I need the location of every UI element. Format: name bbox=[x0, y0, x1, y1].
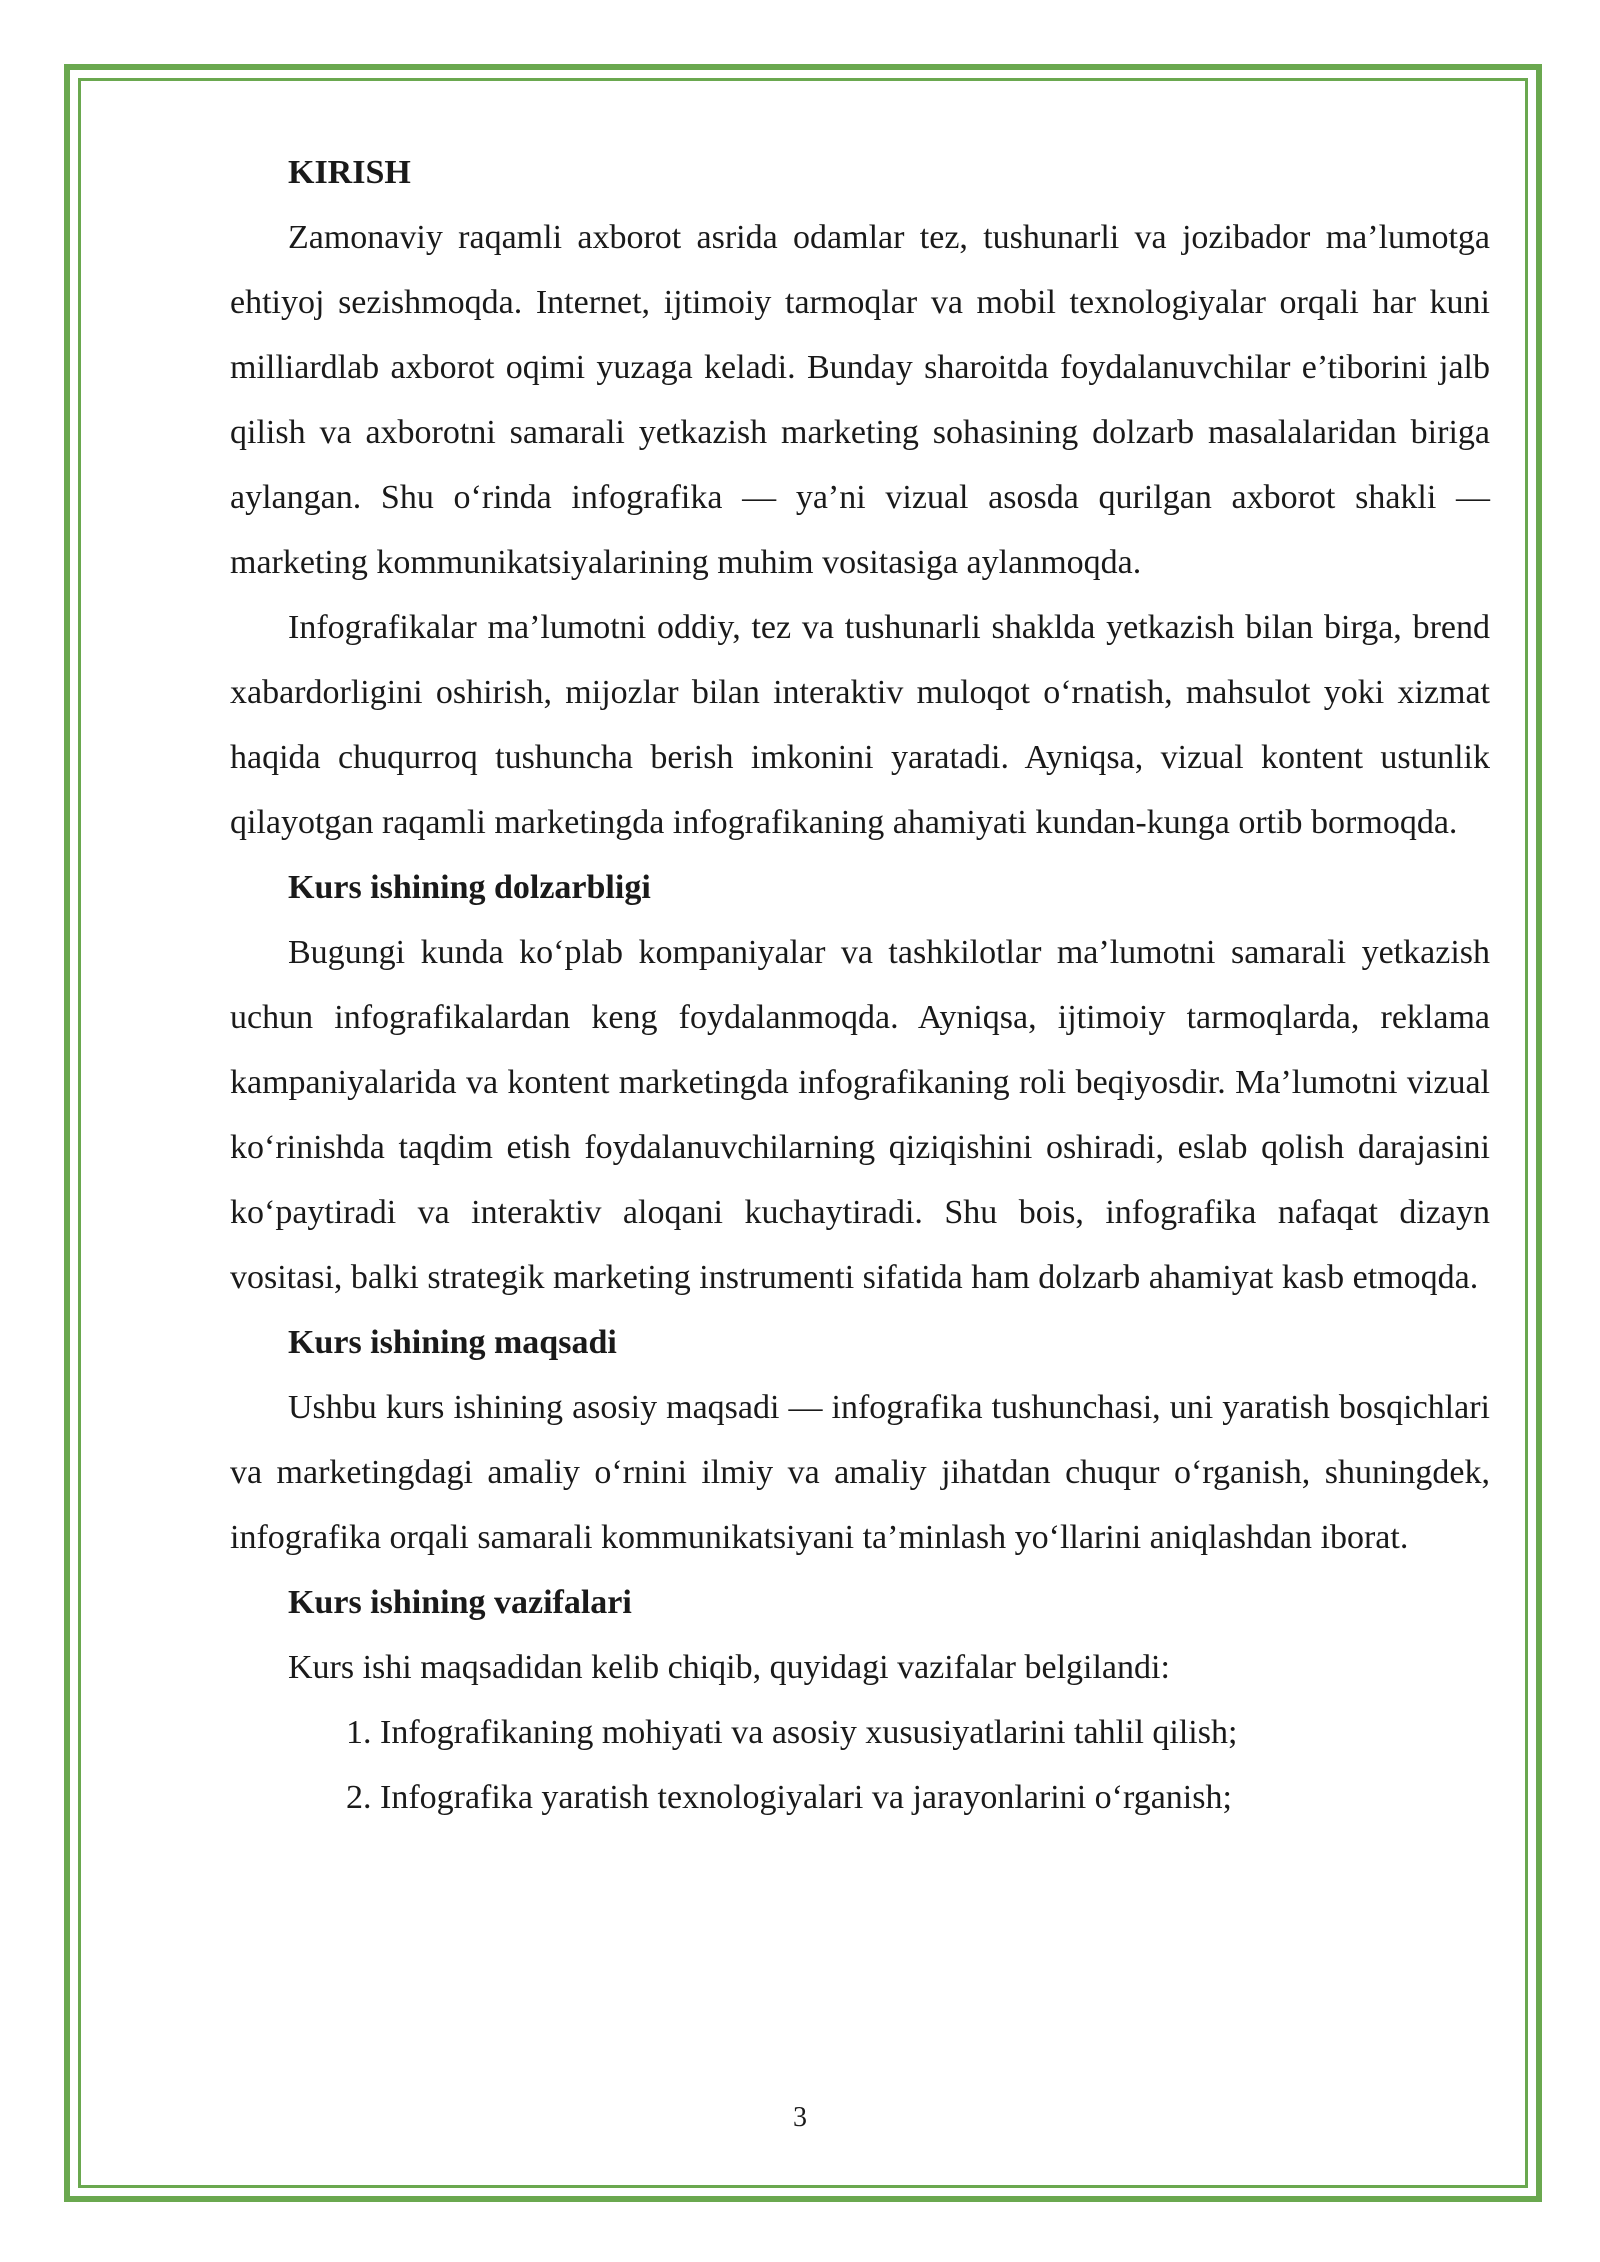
goal-paragraph: Ushbu kurs ishining asosiy maqsadi — infografika tushunchasi, uni yaratish bosqichlari va marketingdagi amaliy o‘rnini ilmiy va amaliy jihatdan chuqur o‘rganish, shuningdek, infografika orqali samarali kommunikatsiyani ta’minlash yo‘llarini aniqlashdan iborat. bbox=[230, 1389, 1490, 1556]
intro-heading: KIRISH bbox=[288, 154, 411, 191]
relevance-paragraph: Bugungi kunda ko‘plab kompaniyalar va tashkilotlar ma’lumotni samarali yetkazish uchun infografikalardan keng foydalanmoqda. Ayniqsa, ijtimoiy tarmoqlarda, reklama kampaniyalarida va kontent marketingda infografikaning roli beqiyosdir. Ma’lumotni vizual ko‘rinishda taqdim etish foydalanuvchilarning qiziqishini oshiradi, eslab qolish darajasini ko‘paytiradi va interaktiv aloqani kuchaytiradi. Shu bois, infografika nafaqat dizayn vositasi, balki strategik marketing instrumenti sifatida ham dolzarb ahamiyat kasb etmoqda. bbox=[230, 934, 1490, 1296]
tasks-item-1: 1. Infografikaning mohiyati va asosiy xususiyatlarini tahlil qilish; bbox=[346, 1714, 1238, 1751]
tasks-lead: Kurs ishi maqsadidan kelib chiqib, quyidagi vazifalar belgilandi: bbox=[288, 1649, 1170, 1686]
intro-paragraph-1: Zamonaviy raqamli axborot asrida odamlar tez, tushunarli va jozibador ma’lumotga ehtiyoj sezishmoqda. Internet, ijtimoiy tarmoqlar va mobil texnologiyalar orqali har kuni milliardlab axborot oqimi yuzaga keladi. Bunday sharoitda foydalanuvchilar e’tiborini jalb qilish va axborotni samarali yetkazish marketing sohasining dolzarb masalalaridan biriga aylangan. Shu o‘rinda infografika — ya’ni vizual asosda qurilgan axborot shakli — marketing kommunikatsiyalarining muhim vositasiga aylanmoqda. bbox=[230, 219, 1490, 581]
relevance-heading: Kurs ishining dolzarbligi bbox=[288, 869, 651, 906]
goal-heading: Kurs ishining maqsadi bbox=[288, 1324, 617, 1361]
tasks-heading: Kurs ishining vazifalari bbox=[288, 1584, 632, 1621]
intro-paragraph-2: Infografikalar ma’lumotni oddiy, tez va tushunarli shaklda yetkazish bilan birga, brend xabardorligini oshirish, mijozlar bilan interaktiv muloqot o‘rnatish, mahsulot yoki xizmat haqida chuqurroq tushuncha berish imkonini yaratadi. Ayniqsa, vizual kontent ustunlik qilayotgan raqamli marketingda infografikaning ahamiyati kundan-kunga ortib bormoqda. bbox=[230, 609, 1490, 841]
document-body bbox=[230, 140, 1490, 1830]
page-number: 3 bbox=[793, 2102, 807, 2133]
tasks-item-2: 2. Infografika yaratish texnologiyalari va jarayonlarini o‘rganish; bbox=[346, 1779, 1232, 1816]
